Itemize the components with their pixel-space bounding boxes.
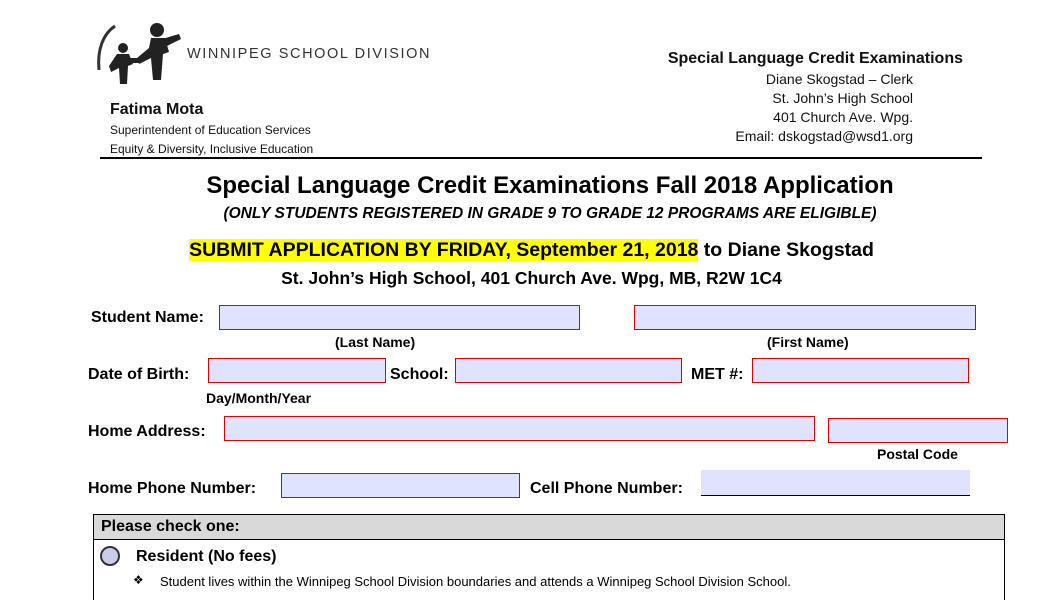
page-title: Special Language Credit Examinations Fall 2018 Application <box>206 172 894 199</box>
deadline-highlight: SUBMIT APPLICATION BY FRIDAY, September 21, 2018 <box>189 239 699 261</box>
superintendent-department: Equity & Diversity, Inclusive Education <box>110 142 314 156</box>
dob-label: Date of Birth: <box>88 366 190 383</box>
contact-name: Diane Skogstad – Clerk <box>765 71 913 87</box>
wsd-logo <box>93 18 183 98</box>
dob-caption: Day/Month/Year <box>206 390 312 406</box>
last-name-field[interactable] <box>219 305 580 330</box>
superintendent-title: Superintendent of Education Services <box>110 123 311 137</box>
first-name-caption: (First Name) <box>767 334 849 350</box>
dob-field[interactable] <box>208 358 386 383</box>
contact-address: 401 Church Ave. Wpg. <box>773 109 913 125</box>
cell-phone-field[interactable] <box>701 470 970 496</box>
check-one-label: Please check one: <box>101 518 240 535</box>
resident-radio[interactable] <box>100 546 120 566</box>
eligibility-note: (ONLY STUDENTS REGISTERED IN GRADE 9 TO GRADE 12 PROGRAMS ARE ELIGIBLE) <box>223 205 877 222</box>
met-field[interactable] <box>752 358 969 383</box>
resident-note: Student lives within the Winnipeg School Division boundaries and attends a Winnipeg School Division School. <box>160 574 791 589</box>
org-name: WINNIPEG SCHOOL DIVISION <box>187 46 432 62</box>
postal-code-field[interactable] <box>828 418 1008 443</box>
header-divider <box>100 157 982 159</box>
submit-deadline <box>0 239 1063 262</box>
home-address-label: Home Address: <box>88 423 206 440</box>
school-field[interactable] <box>455 358 682 383</box>
contact-school: St. John’s High School <box>772 90 913 106</box>
home-phone-label: Home Phone Number: <box>88 480 257 497</box>
home-phone-field[interactable] <box>281 473 520 498</box>
contact-title: Special Language Credit Examinations <box>667 50 963 67</box>
met-label: MET #: <box>691 366 744 383</box>
deadline-recipient: to Diane Skogstad <box>698 239 874 261</box>
school-label: School: <box>390 366 449 383</box>
postal-code-caption: Postal Code <box>877 446 958 462</box>
resident-option-label: Resident (No fees) <box>136 548 277 565</box>
contact-email: Email: dskogstad@wsd1.org <box>735 128 913 144</box>
submit-address: St. John’s High School, 401 Church Ave. Wpg, MB, R2W 1C4 <box>281 268 782 288</box>
home-address-field[interactable] <box>224 416 815 441</box>
diamond-bullet-icon: ❖ <box>133 573 144 587</box>
last-name-caption: (Last Name) <box>335 334 416 350</box>
student-name-label: Student Name: <box>91 309 204 326</box>
superintendent-name: Fatima Mota <box>110 101 204 118</box>
first-name-field[interactable] <box>634 305 976 330</box>
check-one-header <box>93 514 1005 540</box>
cell-phone-label: Cell Phone Number: <box>530 480 683 497</box>
